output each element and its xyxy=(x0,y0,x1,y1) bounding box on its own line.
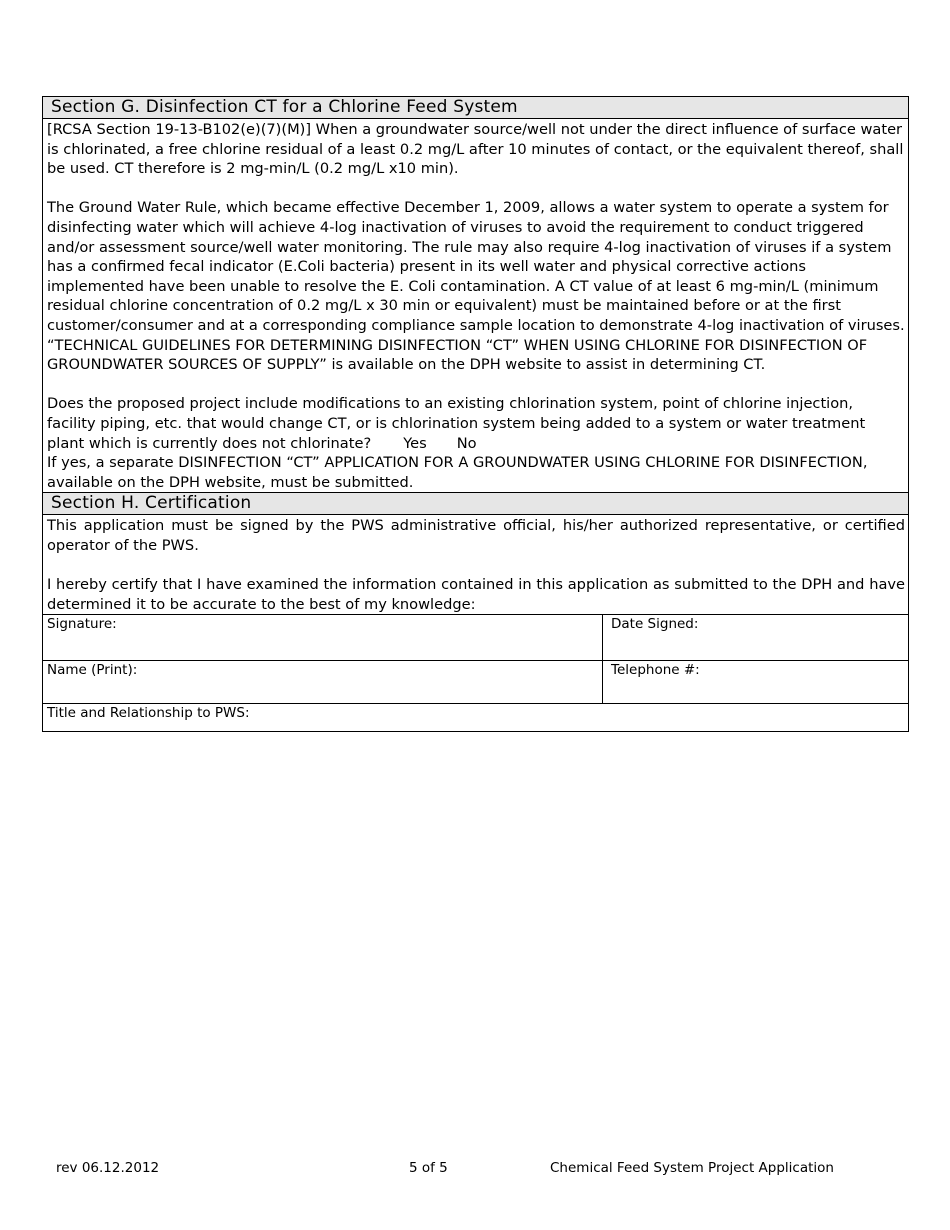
section-g-title: Section G. Disinfection CT for a Chlorine Feed System xyxy=(43,97,908,119)
ground-water-rule-paragraph: The Ground Water Rule, which became effective December 1, 2009, allows a water system to operate a system for disinfecting water which will achieve 4-log inactivation of viruses to avoid the requirement to conduct triggered and/or assessment source/well water monitoring. The rule may also require 4-log inactivation of viruses if a system has a confirmed fecal indicator (E.Coli bacteria) present in its well water and physical corrective actions implemented have been unable to resolve the E. Coli contamination. A CT value of at least 6 mg-min/L (minimum residual chlorine concentration of 0.2 mg/L x 30 min or equivalent) must be maintained before or at the first customer/consumer and at a corresponding compliance sample location to demonstrate 4-log inactivation of viruses. “TECHNICAL GUIDELINES FOR DETERMINING DISINFECTION “CT” WHEN USING CHLORINE FOR DISINFECTION OF GROUNDWATER SOURCES OF SUPPLY” is available on the DPH website to assist in determining CT. xyxy=(47,199,905,374)
revision-date: rev 06.12.2012 xyxy=(56,1160,160,1176)
signature-label: Signature: xyxy=(47,616,117,633)
certification-statement: I hereby certify that I have examined the information contained in this application as submitted to the DPH and have determined it to be accurate to the best of my knowledge: xyxy=(47,576,905,613)
modification-question xyxy=(47,394,905,453)
ct-application-note: If yes, a separate DISINFECTION “CT” APPLICATION FOR A GROUNDWATER USING CHLORINE FOR DISINFECTION, available on the DPH website, must be submitted. xyxy=(47,454,868,491)
name-print-label: Name (Print): xyxy=(47,662,138,679)
section-g-body xyxy=(43,119,908,493)
signature-field[interactable] xyxy=(43,615,603,660)
date-signed-label: Date Signed: xyxy=(611,616,699,633)
telephone-label: Telephone #: xyxy=(611,662,700,679)
title-row xyxy=(43,704,908,732)
no-option[interactable]: No xyxy=(456,434,477,452)
title-relationship-label: Title and Relationship to PWS: xyxy=(47,705,250,722)
signature-row xyxy=(43,615,908,661)
telephone-field[interactable] xyxy=(603,661,908,703)
date-signed-field[interactable] xyxy=(603,615,908,660)
page-number: 5 of 5 xyxy=(409,1160,448,1176)
name-print-field[interactable] xyxy=(43,661,603,703)
yes-option[interactable]: Yes xyxy=(403,434,427,452)
section-h-title: Section H. Certification xyxy=(43,493,908,515)
document-title: Chemical Feed System Project Application xyxy=(550,1160,834,1176)
question-text: Does the proposed project include modifications to an existing chlorination system, point of chlorine injection, facility piping, etc. that would change CT, or is chlorination system being added to a system or water treatment plant which is currently does not chlorinate? xyxy=(47,395,866,452)
rcsa-paragraph: [RCSA Section 19-13-B102(e)(7)(M)] When a groundwater source/well not under the direct influence of surface water is chlorinated, a free chlorine residual of a least 0.2 mg/L after 10 minutes of contact, or the equivalent thereof, shall be used. CT therefore is 2 mg-min/L (0.2 mg/L x10 min). xyxy=(47,121,904,178)
name-row xyxy=(43,661,908,704)
signer-requirement: This application must be signed by the PWS administrative official, his/her authorized representative, or certified operator of the PWS. xyxy=(47,517,905,554)
application-form xyxy=(42,96,909,732)
section-h-body xyxy=(43,515,908,615)
title-relationship-field[interactable] xyxy=(43,704,908,731)
